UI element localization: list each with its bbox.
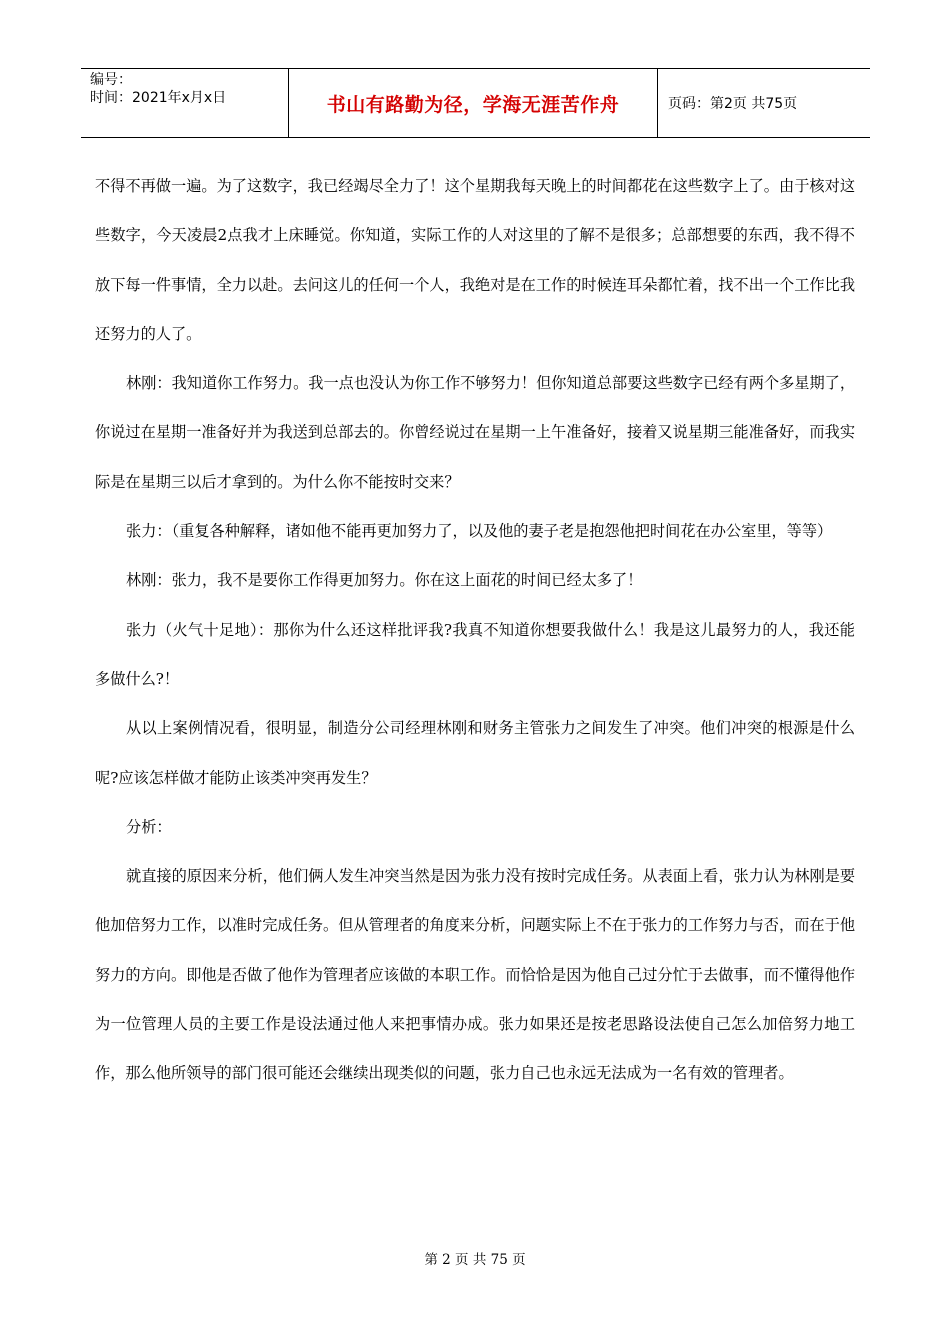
paragraph: 张力：（重复各种解释，诸如他不能再更加努力了，以及他的妻子老是抱怨他把时间花在办公室里，等等）: [126, 522, 833, 541]
page-footer: 第 2 页 共 75 页: [424, 1252, 526, 1268]
paragraph: 不得不再做一遍。为了这数字，我已经竭尽全力了！这个星期我每天晚上的时间都花在这些数字上了。由于核对这些数字，今天凌晨2点我才上床睡觉。你知道，实际工作的人对这里的了解不是很多；总部想要的东西，我不得不放下每一件事情，全力以赴。去问这儿的任何一个人，我绝对是在工作的时候连耳朵都忙着，找不出一个工作比我还努力的人了。: [95, 177, 855, 343]
paragraph: 林刚：张力，我不是要你工作得更加努力。你在这上面花的时间已经太多了！: [126, 571, 643, 590]
header-meta-cell: [81, 69, 289, 137]
serial-label: 编号：: [90, 72, 132, 88]
date-label: 时间：2021年x月x日: [90, 90, 227, 106]
paragraph: 张力（火气十足地）：那你为什么还这样批评我?我真不知道你想要我做什么！我是这儿最努力的人，我还能多做什么?！: [95, 620, 855, 688]
header-page-info: 页码：第2页 共75页: [668, 96, 798, 112]
header-motto: 书山有路勤为径，学海无涯苦作舟: [289, 69, 658, 137]
paragraph: 就直接的原因来分析，他们俩人发生冲突当然是因为张力没有按时完成任务。从表面上看，张力认为林刚是要他加倍努力工作，以准时完成任务。但从管理者的角度来分析，问题实际上不在于张力的工作努力与否，而在于他努力的方向。即他是否做了他作为管理者应该做的本职工作。而恰恰是因为他自己过分忙于去做事，而不懂得他作为一位管理人员的主要工作是设法通过他人来把事情办成。张力如果还是按老思路设法使自己怎么加倍努力地工作，那么他所领导的部门很可能还会继续出现类似的问题，张力自己也永远无法成为一名有效的管理者。: [95, 867, 855, 1083]
paragraph: 分析：: [126, 817, 172, 836]
paragraph: 林刚：我知道你工作努力。我一点也没认为你工作不够努力！但你知道总部要这些数字已经有两个多星期了，你说过在星期一准备好并为我送到总部去的。你曾经说过在星期一上午准备好，接着又说星期三能准备好，而我实际是在星期三以后才拿到的。为什么你不能按时交来？: [95, 374, 855, 491]
paragraph: 从以上案例情况看，很明显，制造分公司经理林刚和财务主管张力之间发生了冲突。他们冲突的根源是什么呢?应该怎样做才能防止该类冲突再发生？: [95, 719, 855, 787]
document-body: [95, 162, 855, 1099]
document-header: [81, 68, 870, 138]
